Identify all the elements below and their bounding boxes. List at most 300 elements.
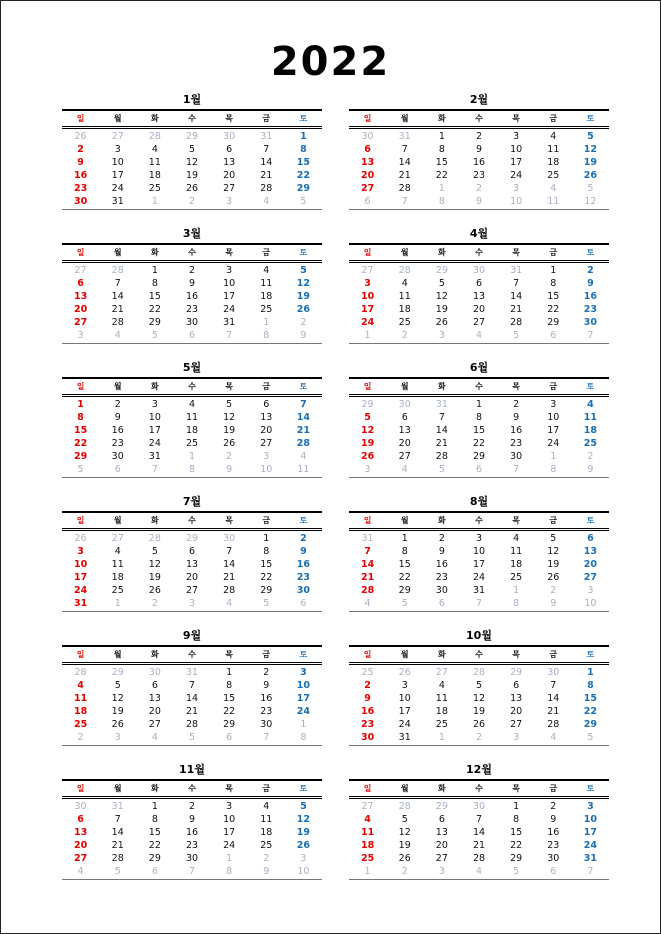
weekday-label: 목 <box>512 650 520 659</box>
weekday-label: 토 <box>299 248 308 257</box>
day-cell: 5 <box>587 183 594 194</box>
day-cell: 8 <box>188 464 196 475</box>
day-cell: 30 <box>360 732 375 743</box>
day-cell: 23 <box>185 840 199 851</box>
day-cell: 22 <box>148 304 161 315</box>
day-grid <box>349 799 609 880</box>
day-cell: 24 <box>296 706 311 717</box>
month-block-11 <box>62 760 322 894</box>
day-cell: 18 <box>260 291 273 302</box>
day-cell: 13 <box>73 291 88 302</box>
day-cell: 31 <box>510 265 523 276</box>
day-cell: 1 <box>401 533 408 544</box>
weekday-label: 일 <box>76 248 85 257</box>
day-cell: 9 <box>513 412 520 423</box>
day-cell: 25 <box>547 170 560 181</box>
day-cell: 1 <box>300 719 307 730</box>
day-cell: 27 <box>260 438 273 449</box>
day-cell: 3 <box>226 196 233 207</box>
day-cell: 11 <box>73 693 88 704</box>
day-cell: 23 <box>360 719 375 730</box>
day-cell: 4 <box>263 265 270 276</box>
day-grid <box>349 397 609 478</box>
weekday-label: 일 <box>76 382 85 391</box>
day-cell: 9 <box>77 157 84 168</box>
day-cell: 23 <box>435 572 448 583</box>
day-cell: 10 <box>583 814 598 825</box>
day-cell: 24 <box>111 183 124 194</box>
day-cell: 21 <box>111 840 124 851</box>
weekday-label: 수 <box>475 248 483 257</box>
weekday-label: 화 <box>150 248 159 257</box>
day-cell: 22 <box>223 706 236 717</box>
day-cell: 22 <box>547 304 560 315</box>
day-cell: 10 <box>73 559 88 570</box>
day-cell: 20 <box>73 840 88 851</box>
weekday-label: 목 <box>225 114 233 123</box>
day-cell: 16 <box>260 693 273 704</box>
day-cell: 3 <box>513 131 520 142</box>
day-cell: 18 <box>510 559 523 570</box>
day-cell: 5 <box>151 546 158 557</box>
weekday-label: 토 <box>299 516 308 525</box>
day-cell: 11 <box>260 278 273 289</box>
day-cell: 19 <box>398 840 411 851</box>
day-cell: 4 <box>513 533 520 544</box>
day-cell: 17 <box>398 706 411 717</box>
weekday-label: 일 <box>363 114 372 123</box>
day-cell: 18 <box>398 304 411 315</box>
day-cell: 12 <box>547 546 560 557</box>
day-cell: 27 <box>185 585 199 596</box>
day-cell: 7 <box>513 278 520 289</box>
day-cell: 14 <box>360 559 375 570</box>
day-cell: 28 <box>435 451 448 462</box>
day-cell: 1 <box>263 317 270 328</box>
day-cell: 9 <box>364 693 371 704</box>
day-cell: 3 <box>513 183 520 194</box>
day-cell: 30 <box>185 853 199 864</box>
day-cell: 6 <box>188 546 196 557</box>
weekday-label: 월 <box>113 784 122 793</box>
day-cell: 15 <box>510 827 523 838</box>
day-cell: 4 <box>475 866 483 877</box>
day-cell: 28 <box>111 317 124 328</box>
day-cell: 15 <box>583 693 598 704</box>
weekday-label: 월 <box>113 248 122 257</box>
day-cell: 14 <box>398 157 411 168</box>
day-cell: 16 <box>510 425 523 436</box>
day-cell: 12 <box>148 559 161 570</box>
weekday-label: 월 <box>113 382 122 391</box>
day-cell: 2 <box>401 330 408 341</box>
day-cell: 5 <box>513 330 520 341</box>
day-cell: 7 <box>475 814 483 825</box>
day-cell: 3 <box>226 801 233 812</box>
day-cell: 26 <box>74 131 87 142</box>
day-cell: 11 <box>583 412 598 423</box>
day-cell: 8 <box>151 814 158 825</box>
day-cell: 5 <box>188 732 196 743</box>
day-cell: 17 <box>148 425 161 436</box>
day-cell: 22 <box>296 170 311 181</box>
weekday-label: 목 <box>512 248 520 257</box>
day-cell: 26 <box>547 572 560 583</box>
day-cell: 8 <box>226 680 233 691</box>
day-cell: 26 <box>583 170 598 181</box>
day-cell: 5 <box>300 801 307 812</box>
day-cell: 7 <box>226 330 233 341</box>
day-cell: 31 <box>111 801 124 812</box>
month-title: 7월 <box>182 495 202 508</box>
day-cell: 12 <box>398 827 411 838</box>
day-cell: 25 <box>260 304 273 315</box>
day-cell: 15 <box>260 559 273 570</box>
day-cell: 5 <box>475 680 483 691</box>
weekday-label: 토 <box>299 650 308 659</box>
day-cell: 15 <box>296 157 311 168</box>
day-cell: 11 <box>360 827 375 838</box>
day-cell: 1 <box>151 265 158 276</box>
weekday-label: 월 <box>113 650 122 659</box>
day-cell: 3 <box>300 667 307 678</box>
day-cell: 24 <box>223 840 236 851</box>
weekday-label: 일 <box>363 382 372 391</box>
weekday-label: 월 <box>400 650 409 659</box>
day-cell: 5 <box>401 814 408 825</box>
weekday-label: 토 <box>586 516 595 525</box>
day-cell: 30 <box>583 317 598 328</box>
weekday-label: 월 <box>400 382 409 391</box>
day-cell: 27 <box>361 801 374 812</box>
day-cell: 21 <box>360 572 375 583</box>
day-cell: 18 <box>148 170 161 181</box>
day-cell: 19 <box>360 438 375 449</box>
month-title: 9월 <box>182 629 202 642</box>
day-cell: 23 <box>185 304 199 315</box>
day-cell: 31 <box>185 667 199 678</box>
weekday-label: 수 <box>475 114 483 123</box>
day-cell: 17 <box>583 827 598 838</box>
weekday-label: 수 <box>475 784 483 793</box>
day-cell: 26 <box>435 317 448 328</box>
day-cell: 29 <box>73 451 88 462</box>
day-cell: 29 <box>398 585 411 596</box>
weekday-label: 화 <box>150 516 159 525</box>
day-cell: 31 <box>223 317 236 328</box>
day-cell: 5 <box>438 464 445 475</box>
day-cell: 30 <box>547 667 560 678</box>
day-cell: 15 <box>148 291 161 302</box>
day-cell: 10 <box>547 412 560 423</box>
day-cell: 14 <box>510 291 523 302</box>
day-cell: 28 <box>510 317 523 328</box>
day-cell: 1 <box>188 451 196 462</box>
weekday-label: 화 <box>437 114 446 123</box>
day-cell: 8 <box>226 866 233 877</box>
day-cell: 14 <box>260 157 273 168</box>
months-grid <box>62 90 609 894</box>
day-cell: 4 <box>226 598 233 609</box>
day-cell: 6 <box>513 680 520 691</box>
day-cell: 7 <box>587 866 594 877</box>
day-cell: 29 <box>185 131 199 142</box>
day-cell: 15 <box>148 827 161 838</box>
day-cell: 28 <box>472 853 486 864</box>
day-cell: 16 <box>185 291 199 302</box>
day-cell: 23 <box>583 304 598 315</box>
day-cell: 28 <box>398 801 411 812</box>
day-cell: 12 <box>472 693 486 704</box>
day-cell: 19 <box>185 170 199 181</box>
day-cell: 11 <box>297 464 310 475</box>
day-cell: 8 <box>263 330 270 341</box>
day-cell: 30 <box>435 585 448 596</box>
month-block-1 <box>62 90 322 224</box>
weekday-label: 일 <box>76 650 85 659</box>
weekday-label: 금 <box>262 382 271 391</box>
weekday-label: 수 <box>188 516 196 525</box>
day-cell: 7 <box>114 814 121 825</box>
day-cell: 21 <box>398 170 411 181</box>
day-cell: 1 <box>513 585 520 596</box>
day-cell: 17 <box>360 304 375 315</box>
day-cell: 10 <box>260 464 273 475</box>
day-cell: 20 <box>73 304 88 315</box>
day-cell: 2 <box>300 533 307 544</box>
day-cell: 19 <box>435 304 448 315</box>
day-cell: 28 <box>148 131 161 142</box>
day-cell: 18 <box>73 706 88 717</box>
day-cell: 5 <box>188 144 196 155</box>
day-grid <box>349 263 609 344</box>
day-cell: 5 <box>263 598 270 609</box>
day-cell: 1 <box>226 667 233 678</box>
day-cell: 20 <box>185 572 199 583</box>
weekday-label: 토 <box>299 784 308 793</box>
day-cell: 16 <box>360 706 375 717</box>
day-cell: 25 <box>185 438 199 449</box>
month-title: 5월 <box>182 361 202 374</box>
day-cell: 4 <box>77 680 84 691</box>
day-cell: 19 <box>223 425 236 436</box>
day-cell: 2 <box>587 451 594 462</box>
day-cell: 22 <box>472 438 486 449</box>
day-cell: 8 <box>550 464 557 475</box>
month-block-12 <box>349 760 609 894</box>
day-cell: 7 <box>401 144 408 155</box>
day-cell: 2 <box>151 598 158 609</box>
weekday-label: 수 <box>188 382 196 391</box>
day-grid <box>62 799 322 880</box>
day-cell: 30 <box>510 451 523 462</box>
day-cell: 9 <box>438 546 445 557</box>
day-cell: 16 <box>472 157 486 168</box>
day-cell: 29 <box>148 317 161 328</box>
day-cell: 10 <box>111 157 124 168</box>
day-cell: 6 <box>263 399 270 410</box>
day-grid <box>62 263 322 344</box>
day-cell: 5 <box>587 131 594 142</box>
weekday-label: 목 <box>225 516 233 525</box>
weekday-label: 금 <box>549 650 558 659</box>
weekday-label: 수 <box>188 650 196 659</box>
day-cell: 17 <box>223 827 236 838</box>
day-cell: 1 <box>77 399 84 410</box>
day-cell: 7 <box>188 866 196 877</box>
day-cell: 16 <box>547 827 560 838</box>
month-block-3 <box>62 224 322 358</box>
day-cell: 14 <box>111 827 124 838</box>
day-cell: 19 <box>148 572 161 583</box>
day-cell: 21 <box>547 706 560 717</box>
day-cell: 20 <box>260 425 273 436</box>
weekday-label: 일 <box>363 248 372 257</box>
day-cell: 22 <box>73 438 88 449</box>
weekday-label: 일 <box>363 650 372 659</box>
day-cell: 25 <box>583 438 598 449</box>
day-cell: 29 <box>296 183 311 194</box>
weekday-label: 금 <box>549 114 558 123</box>
day-cell: 16 <box>296 559 311 570</box>
day-cell: 9 <box>587 464 594 475</box>
day-cell: 3 <box>364 278 371 289</box>
day-cell: 26 <box>111 719 124 730</box>
day-cell: 29 <box>185 533 199 544</box>
day-cell: 19 <box>111 706 124 717</box>
day-cell: 29 <box>583 719 598 730</box>
day-cell: 28 <box>111 265 124 276</box>
day-cell: 8 <box>550 278 557 289</box>
day-cell: 21 <box>111 304 124 315</box>
day-cell: 10 <box>472 546 486 557</box>
day-cell: 5 <box>300 265 307 276</box>
day-cell: 23 <box>111 438 124 449</box>
day-cell: 3 <box>77 546 84 557</box>
day-cell: 14 <box>472 827 486 838</box>
day-cell: 28 <box>185 719 199 730</box>
day-cell: 17 <box>296 693 311 704</box>
day-cell: 5 <box>438 278 445 289</box>
weekday-label: 토 <box>586 248 595 257</box>
day-cell: 2 <box>77 732 84 743</box>
day-cell: 29 <box>510 853 523 864</box>
day-cell: 8 <box>438 196 445 207</box>
day-cell: 31 <box>398 131 411 142</box>
weekday-label: 화 <box>437 516 446 525</box>
day-cell: 27 <box>111 533 124 544</box>
day-cell: 12 <box>111 693 124 704</box>
day-cell: 6 <box>401 412 408 423</box>
day-cell: 20 <box>360 170 375 181</box>
day-cell: 27 <box>111 131 124 142</box>
weekday-label: 목 <box>225 382 233 391</box>
day-cell: 10 <box>398 693 411 704</box>
weekday-label: 토 <box>586 382 595 391</box>
day-cell: 3 <box>401 680 408 691</box>
weekday-header <box>62 645 322 665</box>
day-cell: 28 <box>260 183 273 194</box>
day-cell: 19 <box>296 291 311 302</box>
day-cell: 21 <box>510 304 523 315</box>
day-cell: 2 <box>300 317 307 328</box>
day-cell: 10 <box>360 291 375 302</box>
day-cell: 1 <box>475 399 483 410</box>
day-cell: 8 <box>77 412 84 423</box>
weekday-header <box>62 779 322 799</box>
day-cell: 24 <box>223 304 236 315</box>
day-cell: 29 <box>111 667 124 678</box>
day-cell: 24 <box>583 840 598 851</box>
month-block-6 <box>349 358 609 492</box>
day-cell: 30 <box>73 196 88 207</box>
weekday-label: 일 <box>363 516 372 525</box>
day-cell: 27 <box>148 719 161 730</box>
month-block-7 <box>62 492 322 626</box>
day-cell: 23 <box>547 840 560 851</box>
day-cell: 5 <box>513 866 520 877</box>
day-cell: 26 <box>148 585 161 596</box>
day-cell: 30 <box>260 719 273 730</box>
day-cell: 2 <box>475 131 483 142</box>
weekday-label: 일 <box>76 784 85 793</box>
day-cell: 27 <box>435 667 448 678</box>
day-cell: 2 <box>550 585 557 596</box>
day-cell: 26 <box>472 719 486 730</box>
day-cell: 28 <box>360 585 375 596</box>
day-cell: 28 <box>472 667 486 678</box>
day-cell: 18 <box>435 706 448 717</box>
day-grid <box>349 129 609 210</box>
day-cell: 25 <box>361 667 374 678</box>
weekday-header <box>349 109 609 129</box>
day-cell: 23 <box>296 572 311 583</box>
day-cell: 6 <box>151 866 158 877</box>
day-cell: 17 <box>547 425 560 436</box>
day-cell: 22 <box>148 840 161 851</box>
day-cell: 27 <box>73 853 88 864</box>
day-cell: 11 <box>510 546 523 557</box>
day-cell: 31 <box>73 598 88 609</box>
day-cell: 8 <box>587 680 594 691</box>
day-cell: 4 <box>114 546 121 557</box>
day-cell: 15 <box>73 425 88 436</box>
day-cell: 6 <box>77 278 84 289</box>
day-cell: 26 <box>185 183 199 194</box>
day-cell: 3 <box>587 585 594 596</box>
day-cell: 21 <box>260 170 273 181</box>
weekday-header <box>62 243 322 263</box>
day-cell: 4 <box>263 196 270 207</box>
day-cell: 19 <box>583 157 598 168</box>
day-cell: 6 <box>151 680 158 691</box>
weekday-label: 월 <box>113 516 122 525</box>
day-cell: 8 <box>438 144 445 155</box>
day-cell: 24 <box>472 572 486 583</box>
day-cell: 28 <box>111 853 124 864</box>
day-cell: 17 <box>73 572 88 583</box>
weekday-label: 월 <box>113 114 122 123</box>
day-cell: 26 <box>398 853 411 864</box>
day-cell: 8 <box>475 412 483 423</box>
day-cell: 2 <box>77 144 84 155</box>
day-cell: 26 <box>223 438 236 449</box>
day-cell: 8 <box>401 546 408 557</box>
day-cell: 13 <box>472 291 486 302</box>
day-cell: 27 <box>223 183 236 194</box>
day-cell: 25 <box>435 719 448 730</box>
day-cell: 20 <box>472 304 486 315</box>
